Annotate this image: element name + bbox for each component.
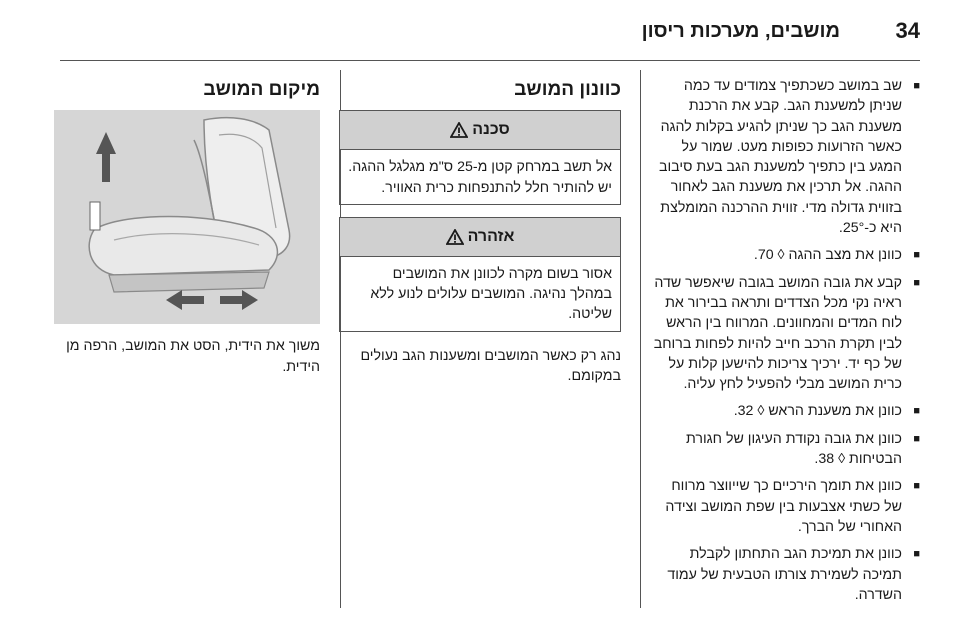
caution-label: סכנה <box>472 121 510 139</box>
caution-header <box>340 111 620 150</box>
warning-triangle-icon <box>446 229 464 245</box>
caution-text: אל תשב במרחק קטן מ-25 ס"מ מגלגל ההגה. יש להותיר חלל להתנפחות כרית האוויר. <box>348 159 612 196</box>
instruction-list <box>652 76 920 605</box>
right-column <box>652 76 920 612</box>
page-number: 34 <box>895 18 920 43</box>
section-heading: מיקום המושב <box>203 79 320 100</box>
list-item: ■ שב במושב כשכתפיך צמודים עד כמה שניתן למשענת הגב. קבע את הרכנת משענת הגב כך שניתן להגיע בקלות להגה כאשר הזרועות כפופות מעט. שמור על המגע בין כתפיך למשענת הגב בעת סיבוב ההגה. אל תרכין את משענת הגב לאחור בזווית גדולה מדי. זווית ההרכנה המומלצת היא כ-25°. <box>652 76 920 238</box>
warning-box <box>339 217 621 332</box>
caution-box <box>339 110 621 205</box>
seat-drawing <box>54 110 320 324</box>
column-divider <box>640 70 641 608</box>
list-item: ■ כוונן את מצב ההגה ◊ 70. <box>652 245 920 265</box>
image-caption: משוך את הידית, הסט את המושב, הרפה מן הידית. <box>66 338 320 375</box>
warning-text: אסור בשום מקרה לכוונן את המושבים במהלך נהיגה. המושבים עלולים לנוע ללא שליטה. <box>370 265 612 323</box>
left-column <box>60 76 320 377</box>
warning-header <box>340 218 620 257</box>
middle-column <box>339 76 621 386</box>
seat-adjustment-illustration <box>54 110 320 324</box>
list-item: ■ כוונן את גובה נקודת העיגון של חגורת הבטיחות ◊ 38. <box>652 429 920 470</box>
warning-triangle-icon <box>450 122 468 138</box>
note-text: נהג רק כאשר המושבים ומשענות הגב נעולים במקומם. <box>360 347 621 385</box>
warning-label: אזהרה <box>467 227 515 245</box>
list-item: ■ כוונן את משענת הראש ◊ 32. <box>652 401 920 421</box>
list-item: ■ כוונן את תמיכת הגב התחתון לקבלת תמיכה לשמירת צורתו הטבעית של עמוד השדרה. <box>652 544 920 605</box>
list-item: ■ כוונן את תומך הירכיים כך שייווצר מרווח של כשתי אצבעות בין שפת המושב וצידה האחורי של הברך. <box>652 476 920 537</box>
list-item: ■ קבע את גובה המושב בגובה שיאפשר שדה ראיה נקי מכל הצדדים ותראה בבירור את לוח המדים והמחוונים. המרווח בין הראש לבין תקרת הרכב חייב להיות לפחות ברוחב של כף יד. ירכיך צריכות להישען קלות על כרית המושב מבלי להפעיל לחץ עליה. <box>652 273 920 395</box>
header-rule <box>60 60 920 61</box>
section-heading: כוונון המושב <box>514 79 621 100</box>
page-title: מושבים, מערכות ריסון <box>641 20 840 42</box>
